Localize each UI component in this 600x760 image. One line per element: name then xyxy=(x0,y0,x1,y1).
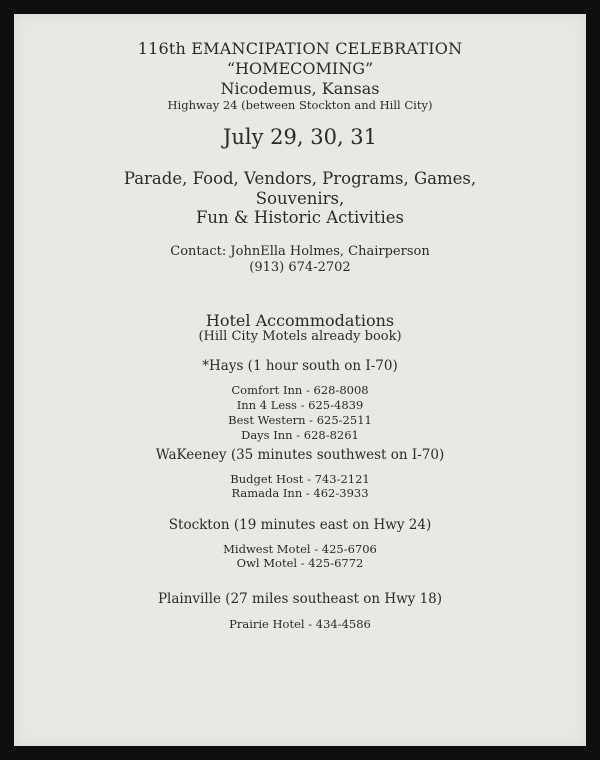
hotels-heading: Hotel Accommodations xyxy=(205,311,395,330)
region-plainville: Plainville (27 miles southeast on Hwy 18) xyxy=(157,591,443,607)
hotel-entry: Best Western - 625-2511 xyxy=(228,413,372,427)
contact-name: Contact: JohnElla Holmes, Chairperson xyxy=(170,244,430,259)
region-wakeeney: WaKeeney (35 minutes southwest on I-70) xyxy=(155,447,445,463)
hotel-entry: Days Inn - 628-8261 xyxy=(241,428,359,442)
hotel-entry: Comfort Inn - 628-8008 xyxy=(231,383,369,397)
hotel-entry: Inn 4 Less - 625-4839 xyxy=(236,398,364,412)
activities-line-1: Parade, Food, Vendors, Programs, Games, xyxy=(123,169,477,188)
hotel-entry: Prairie Hotel - 434-4586 xyxy=(229,617,371,631)
event-subtitle: “HOMECOMING” xyxy=(226,59,374,78)
contact-phone: (913) 674-2702 xyxy=(249,260,351,275)
event-directions: Highway 24 (between Stockton and Hill City) xyxy=(167,98,433,112)
hotel-entry: Budget Host - 743-2121 xyxy=(230,472,370,486)
region-stockton: Stockton (19 minutes east on Hwy 24) xyxy=(168,517,432,533)
hotel-entry: Midwest Motel - 425-6706 xyxy=(223,542,377,556)
event-location: Nicodemus, Kansas xyxy=(220,79,380,98)
event-dates: July 29, 30, 31 xyxy=(222,125,378,149)
event-title: 116th EMANCIPATION CELEBRATION xyxy=(137,39,463,58)
hotel-entry: Owl Motel - 425-6772 xyxy=(236,556,364,570)
activities-line-3: Fun & Historic Activities xyxy=(195,208,405,227)
flyer-page xyxy=(14,14,586,746)
region-hays: *Hays (1 hour south on I-70) xyxy=(202,358,398,374)
activities-line-2: Souvenirs, xyxy=(255,189,345,208)
hotels-note: (Hill City Motels already book) xyxy=(198,329,402,344)
hotel-entry: Ramada Inn - 462-3933 xyxy=(231,486,369,500)
